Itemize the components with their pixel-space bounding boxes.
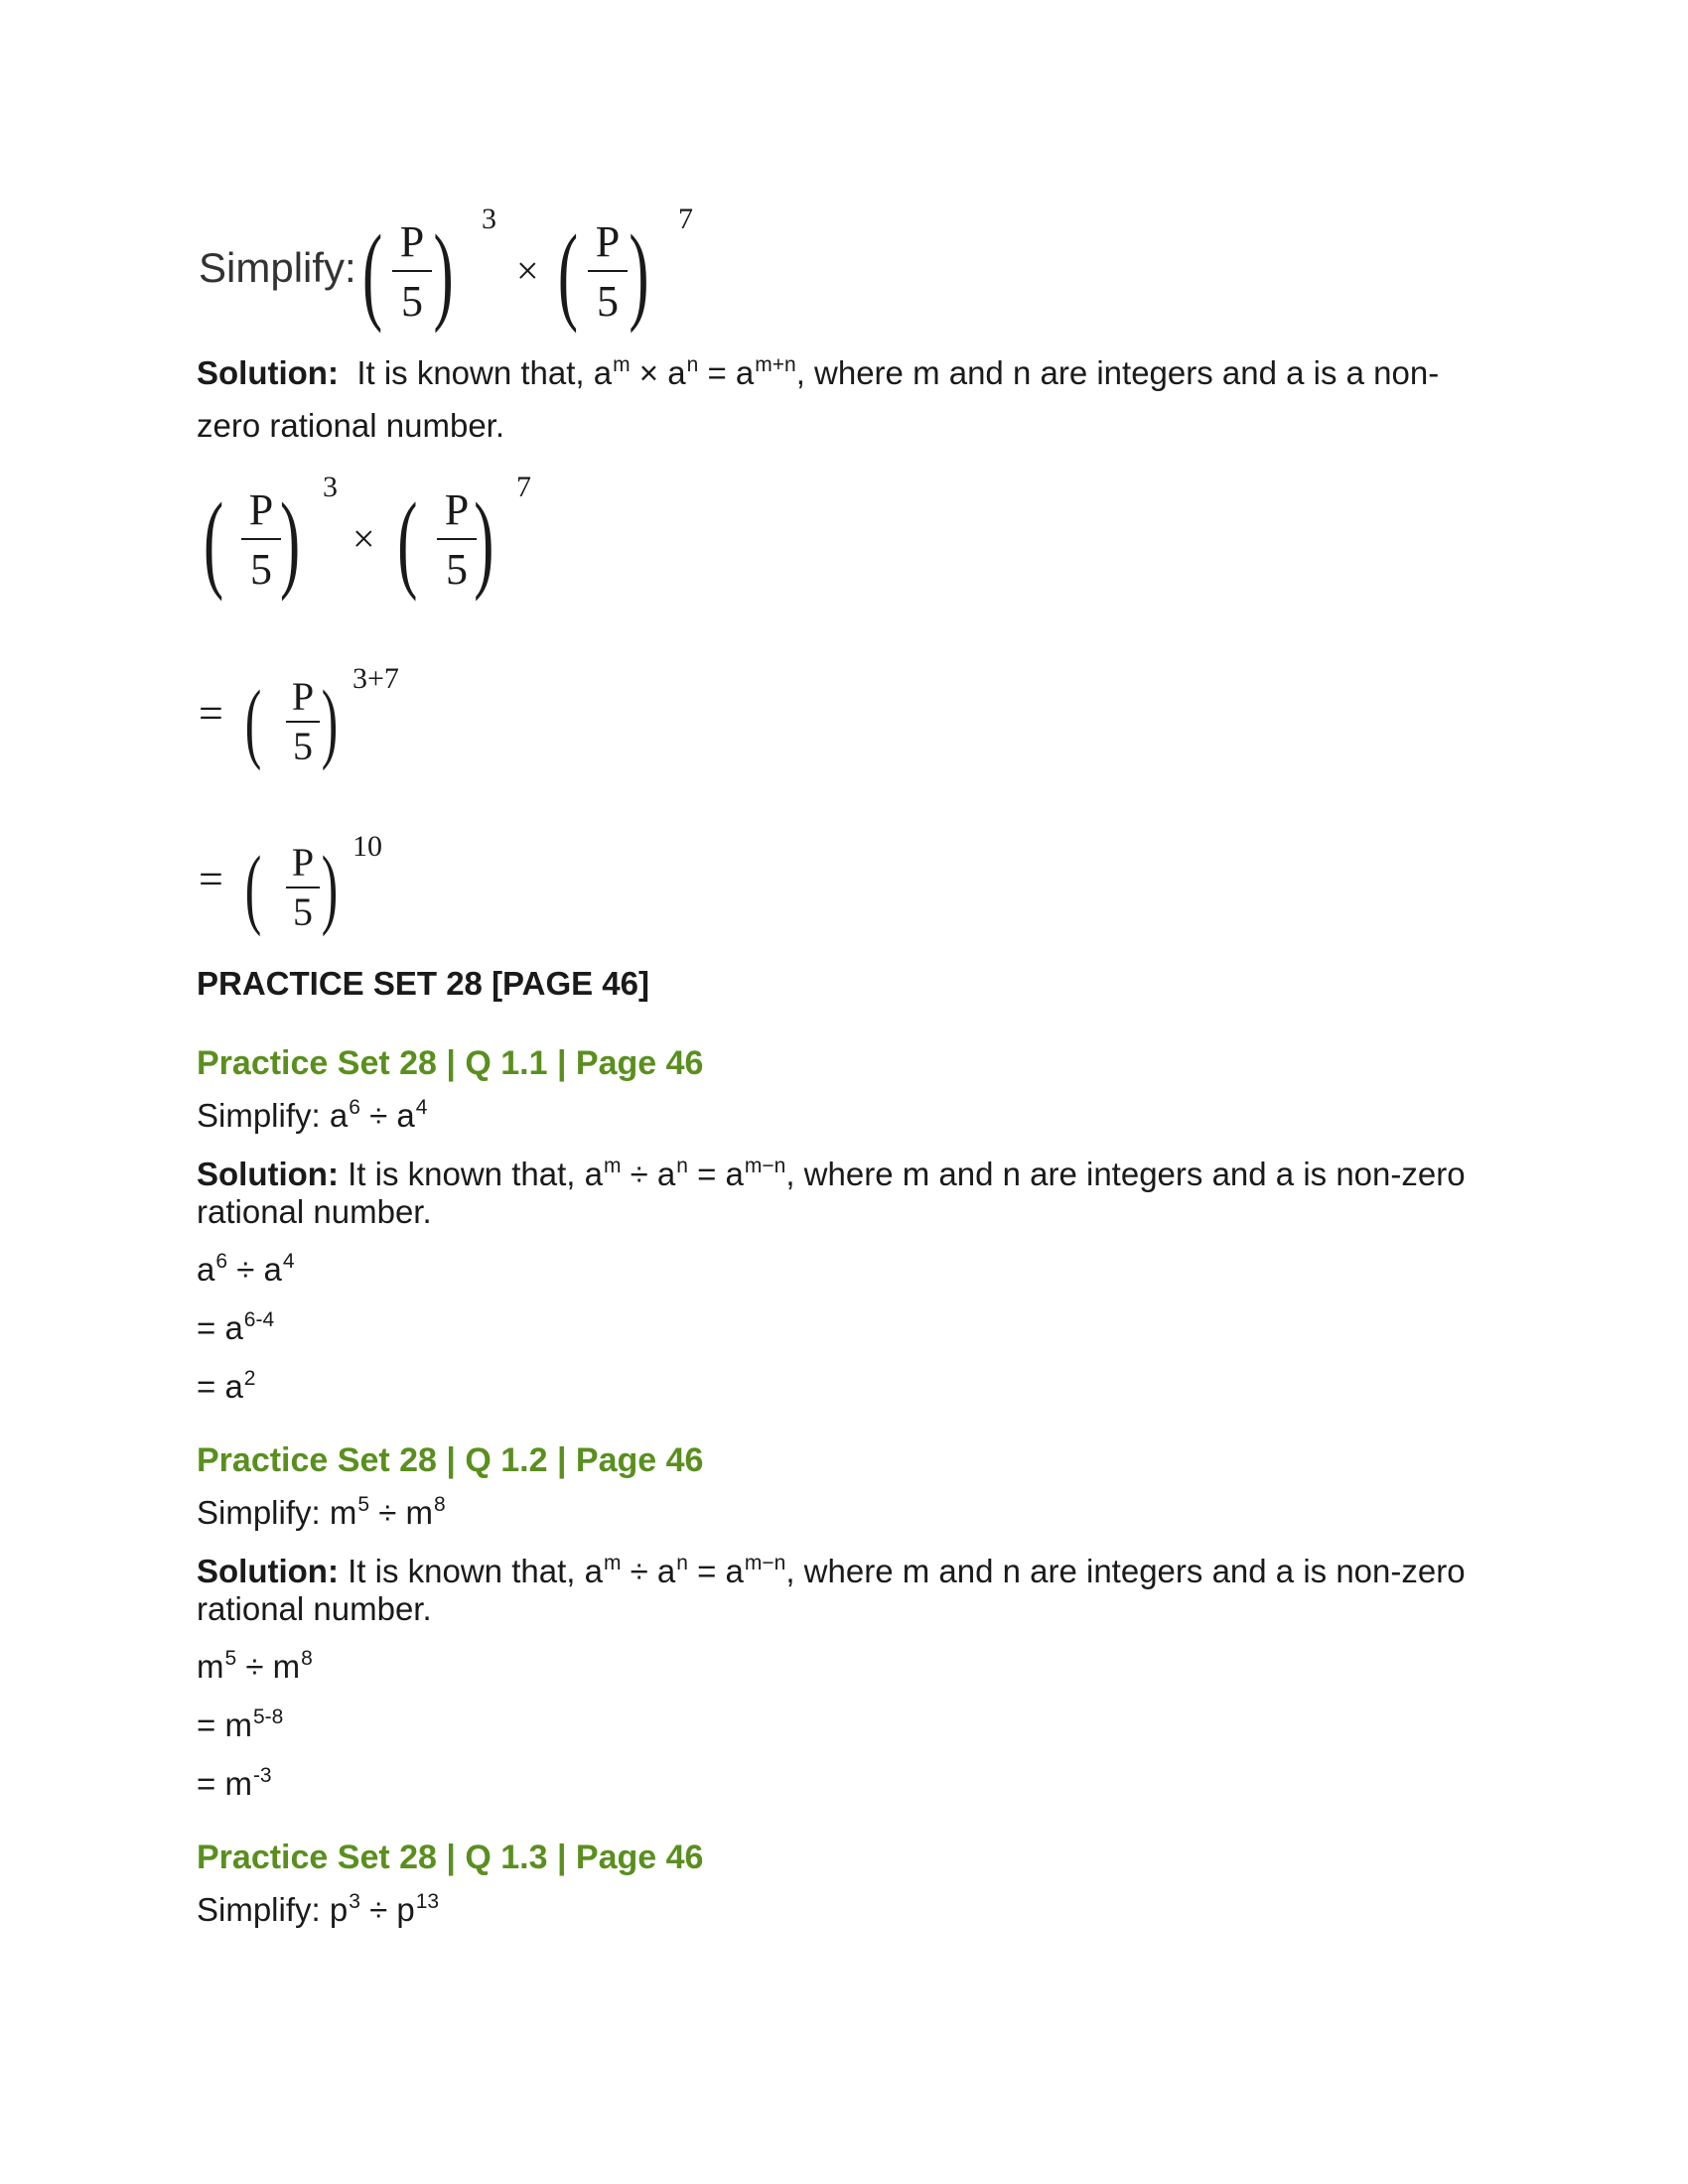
superscript: 5-8 <box>252 1706 284 1728</box>
step-base: = a <box>197 1368 243 1405</box>
superscript: 13 <box>415 1890 440 1913</box>
step-base: = a <box>197 1309 243 1346</box>
solution-line-2: zero rational number. <box>197 407 505 444</box>
exponent: 7 <box>516 471 531 503</box>
solution-text: ÷ a <box>621 1156 676 1192</box>
paren-close: ) <box>629 213 649 335</box>
exponent: 3 <box>323 471 338 503</box>
fraction-denominator: 5 <box>250 545 272 594</box>
step-base: a <box>197 1251 215 1288</box>
paren-open: ( <box>244 837 262 937</box>
step-line <box>197 1647 313 1692</box>
solution-label: Solution: <box>197 1156 339 1192</box>
section-heading: PRACTICE SET 28 [PAGE 46] <box>197 965 649 1002</box>
solution-line <box>197 353 1439 398</box>
fraction-numerator: P <box>595 217 621 266</box>
fraction-numerator: P <box>291 840 315 885</box>
exponent: 3+7 <box>352 662 399 695</box>
solution-text: It is known that, a <box>338 1156 603 1192</box>
expression-step-sum <box>199 660 457 774</box>
paren-close: ) <box>321 671 339 771</box>
solution-text: ÷ a <box>621 1553 676 1589</box>
superscript: m <box>603 1552 622 1574</box>
superscript: m <box>603 1155 622 1177</box>
solution-line-2: rational number. <box>197 1193 432 1230</box>
times-sign: × <box>352 516 375 561</box>
question-mid: ÷ m <box>369 1494 433 1531</box>
superscript: m <box>613 353 631 376</box>
question-text <box>197 1493 446 1538</box>
question-prefix: Simplify: a <box>197 1097 349 1134</box>
paren-open: ( <box>244 671 262 771</box>
question-prefix: Simplify: p <box>197 1891 349 1928</box>
superscript: m−n <box>744 1155 786 1177</box>
paren-close: ) <box>433 213 454 335</box>
solution-text: , where m and n are integers and a is non-zero <box>785 1553 1466 1589</box>
step-mid: ÷ m <box>236 1648 301 1685</box>
solution-label: Solution: <box>197 1553 339 1589</box>
step-mid: ÷ a <box>227 1251 282 1288</box>
question-text <box>197 1890 439 1935</box>
exponent: 7 <box>678 203 693 235</box>
simplify-label: Simplify: <box>199 244 356 291</box>
question-mid: ÷ a <box>359 1097 415 1134</box>
paren-open: ( <box>204 481 224 603</box>
step-base: = m <box>197 1706 252 1743</box>
superscript: 4 <box>415 1096 428 1119</box>
step-line <box>197 1367 255 1412</box>
solution-text: It is known that, a <box>338 1553 603 1589</box>
step-line <box>197 1250 295 1295</box>
step-line <box>197 1764 272 1809</box>
solution-text: = a <box>687 1156 744 1192</box>
superscript: 6-4 <box>243 1308 275 1331</box>
fraction-denominator: 5 <box>293 889 313 934</box>
superscript: -3 <box>252 1764 272 1787</box>
solution-line-2: rational number. <box>197 1590 432 1627</box>
step-base: = m <box>197 1765 252 1802</box>
fraction-denominator: 5 <box>401 277 423 326</box>
superscript: 5 <box>357 1493 370 1516</box>
exponent: 3 <box>482 203 496 235</box>
fraction-numerator: P <box>444 485 470 534</box>
superscript: n <box>676 1155 688 1177</box>
step-base: m <box>197 1648 224 1685</box>
superscript: m+n <box>755 353 796 376</box>
equals-sign: = <box>199 689 223 738</box>
fraction-numerator: P <box>291 674 315 719</box>
superscript: n <box>676 1552 688 1574</box>
equals-sign: = <box>199 855 223 903</box>
simplify-expression <box>362 199 720 338</box>
paren-open: ( <box>362 213 383 335</box>
superscript: 8 <box>433 1493 446 1516</box>
superscript: m−n <box>744 1552 786 1574</box>
fraction-numerator: P <box>399 217 425 266</box>
solution-text: × a <box>630 354 686 391</box>
superscript: 6 <box>215 1250 228 1273</box>
expression-step <box>204 467 561 606</box>
fraction-denominator: 5 <box>446 545 468 594</box>
step-line <box>197 1706 283 1750</box>
solution-text: , where m and n are integers and a is non-zero <box>785 1156 1466 1192</box>
superscript: 3 <box>349 1890 360 1913</box>
expression-step-result <box>199 826 457 940</box>
superscript: 2 <box>243 1367 256 1390</box>
step-line <box>197 1308 274 1353</box>
superscript: 8 <box>301 1647 313 1670</box>
paren-close: ) <box>280 481 301 603</box>
solution-label: Solution: <box>197 354 339 391</box>
paren-close: ) <box>321 837 339 937</box>
exponent: 10 <box>352 830 382 863</box>
solution-text: = a <box>698 354 755 391</box>
question-text <box>197 1096 427 1141</box>
question-title: Practice Set 28 | Q 1.2 | Page 46 <box>197 1441 704 1479</box>
paren-close: ) <box>474 481 494 603</box>
superscript: n <box>686 353 699 376</box>
question-mid: ÷ p <box>359 1891 415 1928</box>
superscript: 6 <box>349 1096 360 1119</box>
solution-text: It is known that, a <box>356 354 613 391</box>
superscript: 4 <box>282 1250 295 1273</box>
paren-open: ( <box>397 481 418 603</box>
question-title: Practice Set 28 | Q 1.1 | Page 46 <box>197 1044 704 1082</box>
solution-text: = a <box>687 1553 744 1589</box>
superscript: 5 <box>224 1647 237 1670</box>
fraction-numerator: P <box>248 485 274 534</box>
question-title: Practice Set 28 | Q 1.3 | Page 46 <box>197 1839 704 1876</box>
times-sign: × <box>516 248 539 293</box>
fraction-denominator: 5 <box>293 724 313 768</box>
paren-open: ( <box>557 213 579 335</box>
fraction-denominator: 5 <box>597 277 619 326</box>
question-prefix: Simplify: m <box>197 1494 357 1531</box>
solution-text: , where m and n are integers and a is a non- <box>795 354 1440 391</box>
